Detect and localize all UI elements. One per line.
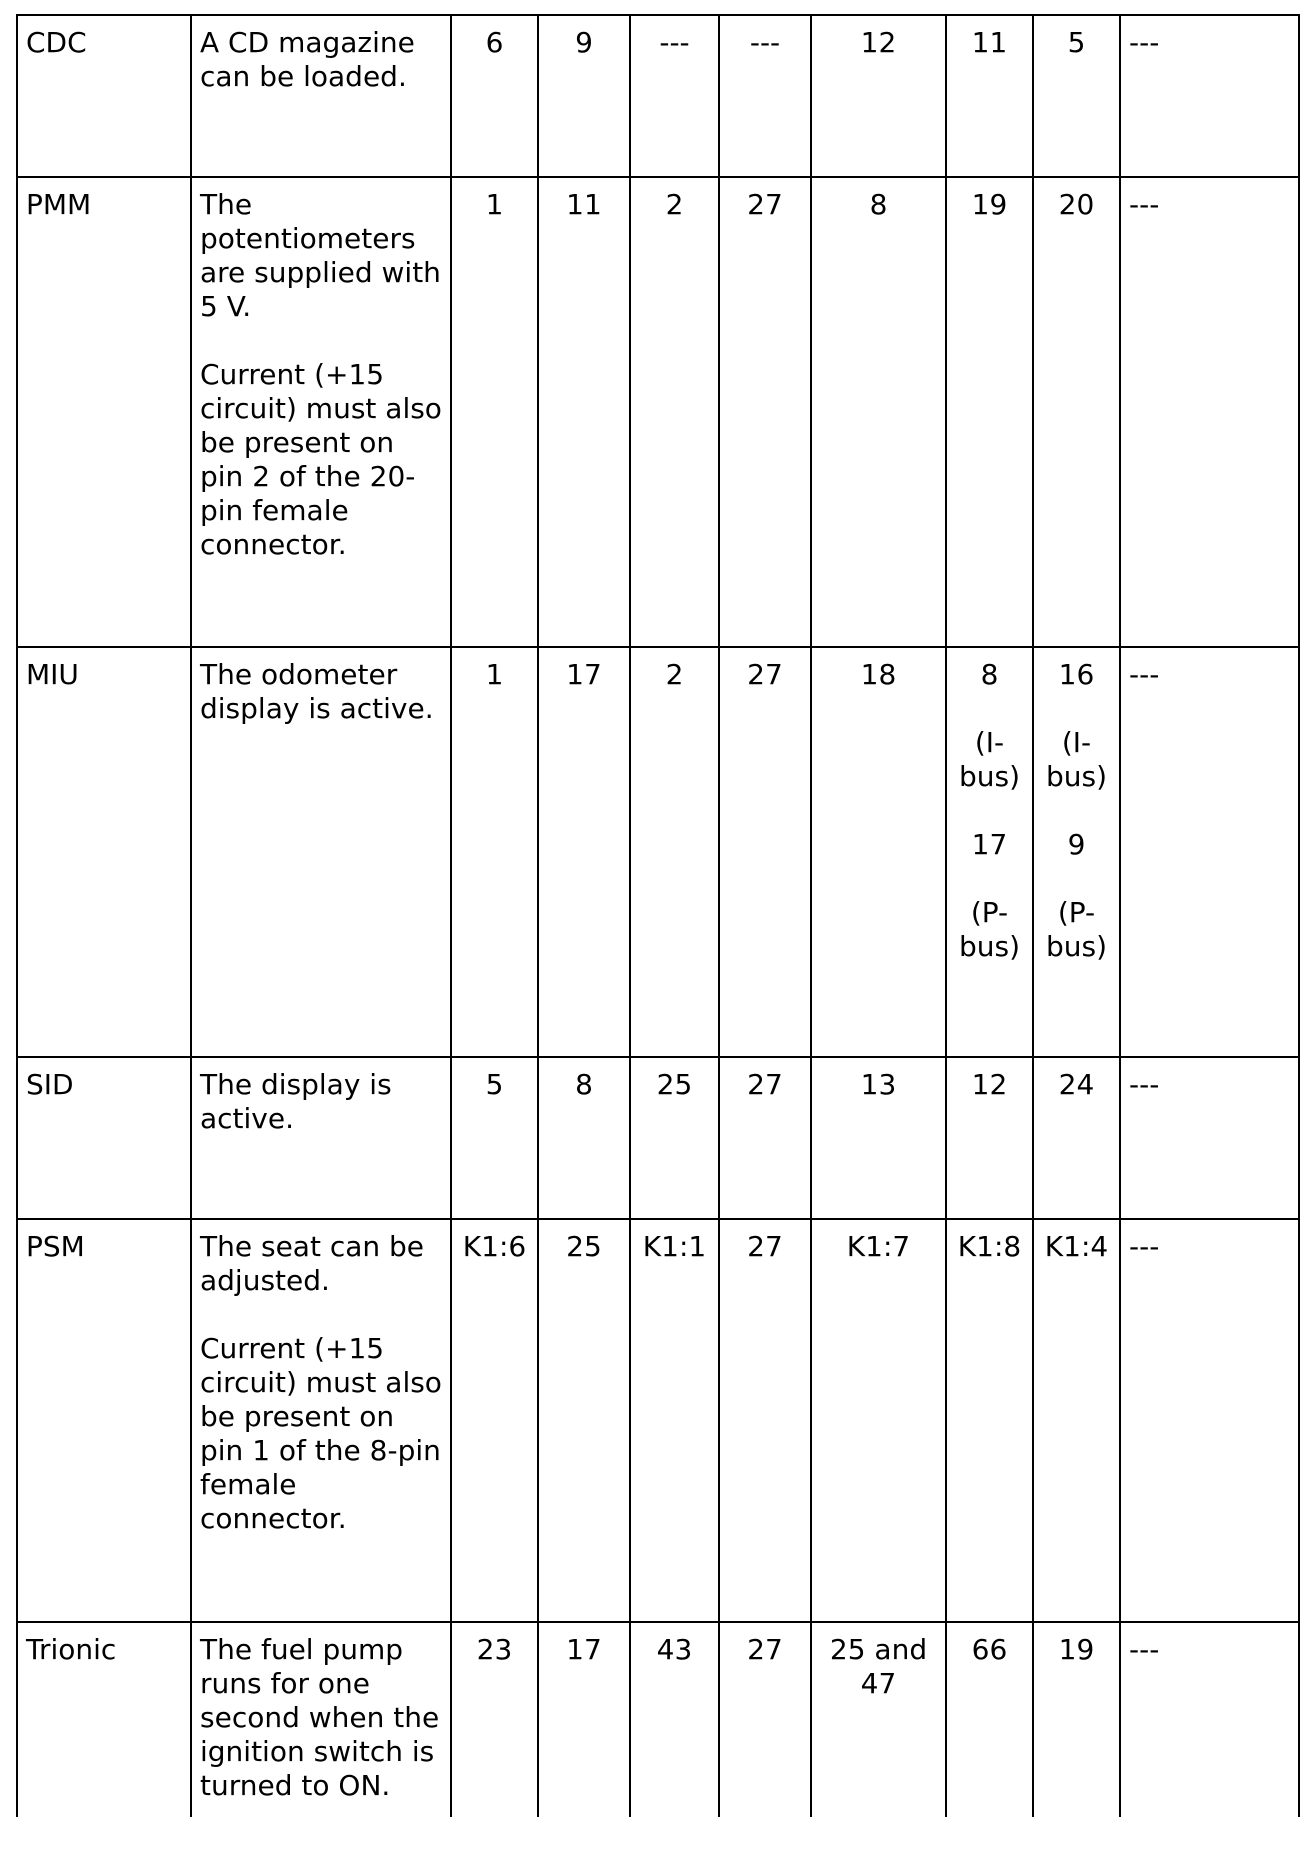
pin-value: 17 — [538, 647, 630, 1057]
pin-value: 27 — [719, 177, 811, 647]
description-cell — [191, 1622, 451, 1817]
bus-label: (I-bus) — [958, 726, 1021, 793]
pin-value: 19 — [971, 188, 1008, 221]
pin-value: --- — [719, 15, 811, 177]
pin-value: 18 — [811, 647, 946, 1057]
pin-value: 8 — [811, 177, 946, 647]
pin-value: 9 — [538, 15, 630, 177]
pin-value: 25 — [538, 1219, 630, 1622]
pin-value-cell — [946, 15, 1033, 177]
module-name: SID — [17, 1057, 191, 1219]
pin-value-cell — [1033, 177, 1120, 647]
table-row — [17, 1622, 1299, 1817]
pin-value: 16 — [1058, 658, 1095, 691]
module-name: CDC — [17, 15, 191, 177]
bus-label: (I-bus) — [1045, 726, 1108, 793]
pin-value: 17 — [971, 828, 1008, 861]
pin-value-cell — [946, 1057, 1033, 1219]
pin-value: 2 — [630, 177, 719, 647]
pin-value: 8 — [538, 1057, 630, 1219]
pin-value: 23 — [451, 1622, 538, 1817]
pin-value-cell — [1033, 1622, 1120, 1817]
pin-value: 25 — [630, 1057, 719, 1219]
pin-value: 1 — [451, 177, 538, 647]
pin-value: K1:6 — [451, 1219, 538, 1622]
pin-value: 24 — [1058, 1068, 1095, 1101]
pin-value-cell — [946, 1219, 1033, 1622]
module-name: PSM — [17, 1219, 191, 1622]
pin-value: 5 — [1067, 26, 1086, 59]
table-row — [17, 647, 1299, 1057]
pin-value: 17 — [538, 1622, 630, 1817]
pin-value: 13 — [811, 1057, 946, 1219]
description-cell — [191, 647, 451, 1057]
pin-value: 12 — [811, 15, 946, 177]
pin-value-cell — [946, 177, 1033, 647]
pin-value-cell — [1033, 1057, 1120, 1219]
pin-value: --- — [1120, 1057, 1299, 1219]
description-cell — [191, 1219, 451, 1622]
description-text: The seat can be adjusted. — [200, 1230, 425, 1297]
pin-value-cell — [946, 647, 1033, 1057]
description-text: The fuel pump runs for one second when the ignition switch is turned to ON. — [200, 1633, 440, 1802]
pin-value: K1:1 — [630, 1219, 719, 1622]
pin-value: 25 and 47 — [811, 1622, 946, 1817]
pin-value: --- — [1120, 647, 1299, 1057]
pin-value: --- — [630, 15, 719, 177]
pin-value: K1:7 — [811, 1219, 946, 1622]
description-text: The odometer display is active. — [200, 658, 434, 725]
pin-value-cell — [946, 1622, 1033, 1817]
table-row — [17, 1057, 1299, 1219]
pin-value: 19 — [1058, 1633, 1095, 1666]
pin-value: --- — [1120, 177, 1299, 647]
pin-value: 27 — [719, 1219, 811, 1622]
module-name: PMM — [17, 177, 191, 647]
pin-value: K1:4 — [1044, 1230, 1109, 1263]
document-page — [16, 14, 1300, 1817]
description-text: The potentiometers are supplied with 5 V. — [200, 188, 441, 323]
description-cell — [191, 1057, 451, 1219]
description-cell — [191, 177, 451, 647]
pin-value: 11 — [538, 177, 630, 647]
description-cell — [191, 15, 451, 177]
pin-value: --- — [1120, 1219, 1299, 1622]
pin-value-cell — [1033, 15, 1120, 177]
pin-value-cell — [1033, 647, 1120, 1057]
pin-value: K1:8 — [957, 1230, 1022, 1263]
pin-value: 12 — [971, 1068, 1008, 1101]
pin-value: 66 — [971, 1633, 1008, 1666]
description-note: Current (+15 circuit) must also be present on pin 1 of the 8-pin female connector. — [200, 1332, 442, 1535]
pin-value: 20 — [1058, 188, 1095, 221]
pin-value-cell — [1033, 1219, 1120, 1622]
description-text: The display is active. — [200, 1068, 392, 1135]
table-row — [17, 177, 1299, 647]
pin-check-table — [16, 14, 1300, 1817]
pin-value: 27 — [719, 647, 811, 1057]
module-name: MIU — [17, 647, 191, 1057]
pin-value: --- — [1120, 1622, 1299, 1817]
pin-value: 27 — [719, 1622, 811, 1817]
table-row — [17, 15, 1299, 177]
pin-value: 8 — [980, 658, 999, 691]
bus-label: (P-bus) — [958, 896, 1021, 963]
pin-value: 11 — [971, 26, 1008, 59]
module-name: Trionic — [17, 1622, 191, 1817]
pin-value: 27 — [719, 1057, 811, 1219]
pin-value: 1 — [451, 647, 538, 1057]
bus-label: (P-bus) — [1045, 896, 1108, 963]
pin-value: --- — [1120, 15, 1299, 177]
table-row — [17, 1219, 1299, 1622]
pin-value: 6 — [451, 15, 538, 177]
description-text: A CD magazine can be loaded. — [200, 26, 415, 93]
pin-value: 9 — [1067, 828, 1086, 861]
pin-value: 2 — [630, 647, 719, 1057]
description-note: Current (+15 circuit) must also be present on pin 2 of the 20-pin female connector. — [200, 358, 442, 561]
pin-value: 5 — [451, 1057, 538, 1219]
pin-value: 43 — [630, 1622, 719, 1817]
